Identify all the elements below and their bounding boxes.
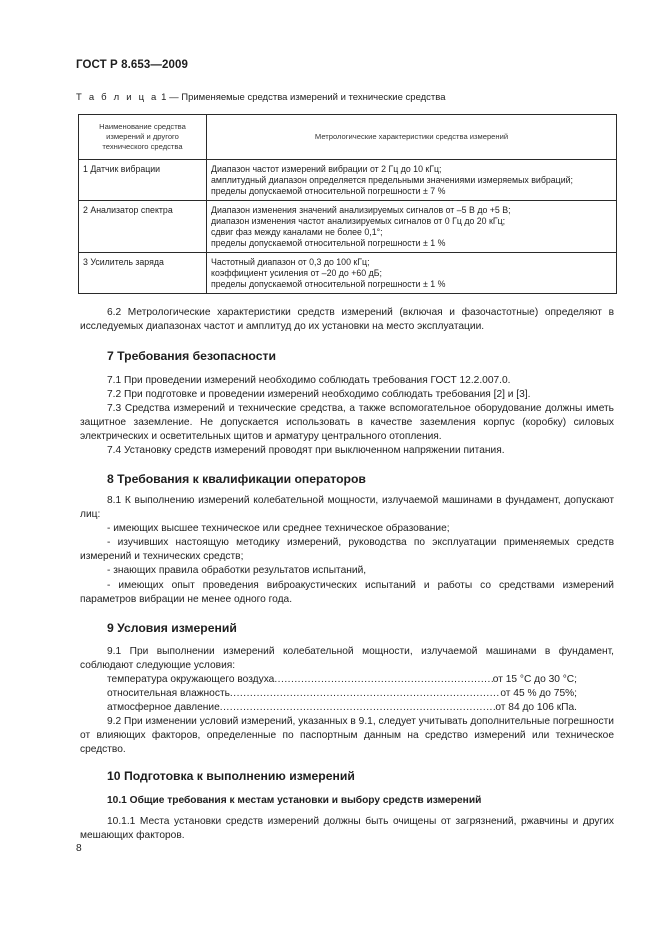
table-caption-label: Т а б л и ц а	[76, 92, 159, 103]
page-number: 8	[76, 843, 82, 854]
characteristic-line: пределы допускаемой относительной погрешности ± 7 %	[211, 186, 446, 196]
cell-instrument-name: 3 Усилитель заряда	[79, 253, 207, 294]
paragraph-7-3: 7.3 Средства измерений и технические средства, а также вспомогательное оборудование должны иметь защитное заземление. Не допускается использовать в качестве заземления корпус (коробку) силовых электрических и осветительных щитов и арматуру центрального отопления.	[80, 403, 614, 443]
column-header-name: Наименование средства измерений и другого технического средства	[79, 115, 207, 160]
section-8-body	[80, 494, 614, 607]
paragraph-6-2	[80, 306, 614, 334]
cell-characteristics	[207, 201, 617, 253]
paragraph-7-4: 7.4 Установку средств измерений проводят при выключенном напряжении питания.	[107, 445, 505, 457]
cell-characteristics	[207, 253, 617, 294]
list-item: - имеющих высшее техническое или среднее техническое образование;	[107, 523, 450, 535]
instruments-table	[78, 114, 617, 294]
table-row	[79, 160, 617, 201]
condition-row	[107, 673, 577, 687]
table-caption	[76, 92, 446, 103]
paragraph-9-2: 9.2 При изменении условий измерений, указанных в 9.1, следует учитывать дополнительные погрешности от влияющих факторов, определенные по паспортным данным на средство измерений или техническое средство.	[80, 716, 614, 756]
section-9-title: 9 Условия измерений	[107, 621, 237, 635]
characteristic-line: амплитудный диапазон определяется предельными значениями измеряемых вибраций;	[211, 175, 573, 185]
condition-value: от 84 до 106 кПа.	[495, 702, 577, 714]
characteristic-line: Диапазон изменения значений анализируемых сигналов от –5 В до +5 В;	[211, 205, 511, 215]
condition-label: атмосферное давление	[107, 702, 220, 714]
paragraph-8-1: 8.1 К выполнению измерений колебательной мощности, излучаемой машинами в фундамент, допускают лиц:	[80, 495, 614, 521]
table-caption-text: 1 — Применяемые средства измерений и технические средства	[158, 92, 446, 103]
section-7-body	[80, 374, 614, 459]
condition-value: от 45 % до 75%;	[500, 688, 577, 700]
characteristic-line: коэффициент усиления от –20 до +60 дБ;	[211, 268, 382, 278]
paragraph-7-1: 7.1 При проведении измерений необходимо соблюдать требования ГОСТ 12.2.007.0.	[107, 375, 511, 386]
document-header: ГОСТ Р 8.653—2009	[76, 59, 188, 71]
paragraph-10-1-1: 10.1.1 Места установки средств измерений должны быть очищены от загрязнений, ржавчины и других мешающих факторов.	[80, 816, 614, 842]
cell-instrument-name: 2 Анализатор спектра	[79, 201, 207, 253]
table-header-row	[79, 115, 617, 160]
condition-row	[107, 701, 577, 715]
section-10-body	[80, 815, 614, 843]
characteristic-line: Частотный диапазон от 0,3 до 100 кГц;	[211, 257, 370, 267]
paragraph-9-2-block	[80, 715, 614, 757]
list-item: - имеющих опыт проведения виброакустических испытаний и работы со средствами измерений параметров вибрации не менее одного года.	[80, 579, 614, 605]
section-7-title: 7 Требования безопасности	[107, 349, 276, 363]
condition-row	[107, 687, 577, 701]
conditions-list	[107, 673, 577, 715]
subsection-10-1-title: 10.1 Общие требования к местам установки и выбору средств измерений	[107, 795, 482, 806]
paragraph-text: 6.2 Метрологические характеристики средств измерений (включая и фазочастотные) определяют в исследуемых диапазонах частот и амплитуд до их установки на место эксплуатации.	[80, 307, 614, 333]
paragraph-9-1: 9.1 При выполнении измерений колебательной мощности, излучаемой машинами в фундамент, соблюдают следующие условия:	[80, 646, 614, 672]
section-8-title: 8 Требования к квалификации операторов	[107, 472, 366, 486]
cell-instrument-name: 1 Датчик вибрации	[79, 160, 207, 201]
characteristic-line: Диапазон частот измерений вибрации от 2 Гц до 10 кГц;	[211, 164, 442, 174]
list-item: - изучивших настоящую методику измерений, руководства по эксплуатации применяемых средств измерений и технических средств;	[80, 537, 614, 563]
characteristic-line: пределы допускаемой относительной погрешности ± 1 %	[211, 279, 446, 289]
table-row	[79, 201, 617, 253]
section-9-intro	[80, 645, 614, 673]
section-10-title: 10 Подготовка к выполнению измерений	[107, 769, 355, 783]
condition-value: от 15 °С до 30 °С;	[492, 674, 577, 685]
list-item: - знающих правила обработки результатов испытаний,	[107, 565, 367, 577]
column-header-characteristics: Метрологические характеристики средства измерений	[207, 115, 617, 160]
condition-label: температура окружающего воздуха	[107, 674, 275, 685]
characteristic-line: пределы допускаемой относительной погрешности ± 1 %	[211, 238, 446, 248]
table-row	[79, 253, 617, 294]
characteristic-line: диапазон изменения частот анализируемых сигналов от 0 Гц до 20 кГц;	[211, 216, 506, 226]
paragraph-7-2: 7.2 При подготовке и проведении измерений необходимо соблюдать требования [2] и [3].	[107, 389, 531, 401]
condition-label: относительная влажность	[107, 688, 230, 700]
cell-characteristics	[207, 160, 617, 201]
characteristic-line: сдвиг фаз между каналами не более 0,1°;	[211, 227, 383, 237]
